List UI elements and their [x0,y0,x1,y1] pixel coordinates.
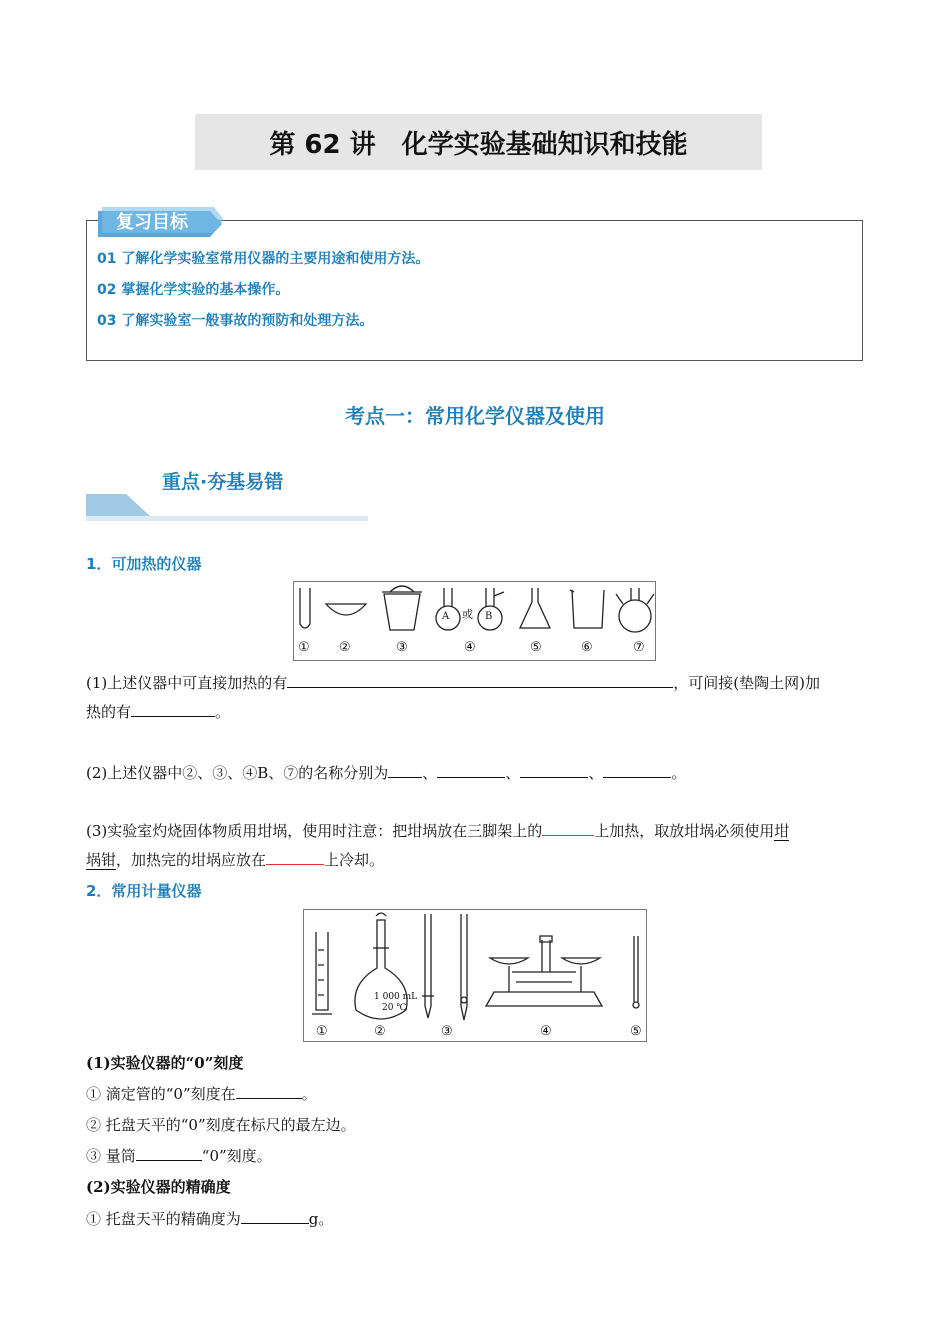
fig1-or: 或 [462,608,473,621]
subheading-precision: (2)实验仪器的精确度 [86,1178,231,1196]
part1-heading: 1．可加热的仪器 [86,555,202,573]
fig2-label-5: ⑤ [630,1024,642,1039]
answer-blank[interactable] [131,698,215,717]
fig1-label-7: ⑦ [633,640,645,655]
question-2: (2)上述仪器中②、③、④B、⑦的名称分别为 、 、 、 。 [86,759,866,788]
flask-label-volume: 1 000 mL [374,992,418,1002]
answer-blank[interactable] [603,759,671,778]
answer-blank[interactable] [136,1142,202,1161]
heating-instruments-figure [293,581,656,661]
answer-blank[interactable] [542,817,594,836]
fig1-label-3: ③ [396,640,408,655]
question-1: (1)上述仪器中可直接加热的有 ，可间接(垫陶土网)加 热的有 。 [86,669,866,727]
goals-tab-label: 复习目标 [116,212,188,233]
line-balance-zero: ② 托盘天平的“0”刻度在标尺的最左边。 [86,1116,356,1134]
fig1-label-2: ② [339,640,351,655]
fig2-label-2: ② [374,1024,386,1039]
fig2-label-1: ① [316,1024,328,1039]
line-burette-zero: ① 滴定管的“0”刻度在 。 [86,1080,866,1109]
fig1-label-4: ④ [464,640,476,655]
question-3: (3)实验室灼烧固体物质用坩埚，使用时注意：把坩埚放在三脚架上的 上加热，取放坩埚必须使用坩 埚钳，加热完的坩埚应放在 上冷却。 [86,817,866,875]
line-balance-precision: ① 托盘天平的精确度为 g。 [86,1205,866,1234]
answer-blank[interactable] [266,846,324,865]
focus-banner-shape [86,490,368,522]
part2-heading: 2．常用计量仪器 [86,882,202,900]
page-title: 第 62 讲 化学实验基础知识和技能 [195,114,762,170]
fig2-label-3: ③ [441,1024,453,1039]
fig2-label-4: ④ [540,1024,552,1039]
fig1-label-6: ⑥ [581,640,593,655]
fig1-label-5: ⑤ [530,640,542,655]
line-cylinder-zero: ③ 量筒 “0”刻度。 [86,1142,866,1171]
goal-item-3: 03 了解实验室一般事故的预防和处理方法。 [97,313,374,329]
measuring-instruments-drawing [304,910,646,1041]
answer-blank[interactable] [520,759,588,778]
fig1-label-1: ① [298,640,310,655]
subheading-zero-mark: (1)实验仪器的“0”刻度 [86,1054,244,1072]
focus-label: 重点·夯基易错 [162,471,284,493]
answer-blank[interactable] [388,759,422,778]
answer-blank[interactable] [287,669,673,688]
fig1-flask-a: A [442,611,450,622]
fig1-flask-b: B [485,611,493,622]
flask-label-temp: 20 ℃ [382,1003,407,1013]
answer-blank[interactable] [437,759,505,778]
measuring-instruments-figure [303,909,647,1042]
section-heading: 考点一：常用化学仪器及使用 [345,404,605,428]
goal-item-2: 02 掌握化学实验的基本操作。 [97,282,290,298]
goal-item-1: 01 了解化学实验室常用仪器的主要用途和使用方法。 [97,251,430,267]
answer-blank[interactable] [236,1080,302,1099]
answer-blank[interactable] [241,1205,309,1224]
